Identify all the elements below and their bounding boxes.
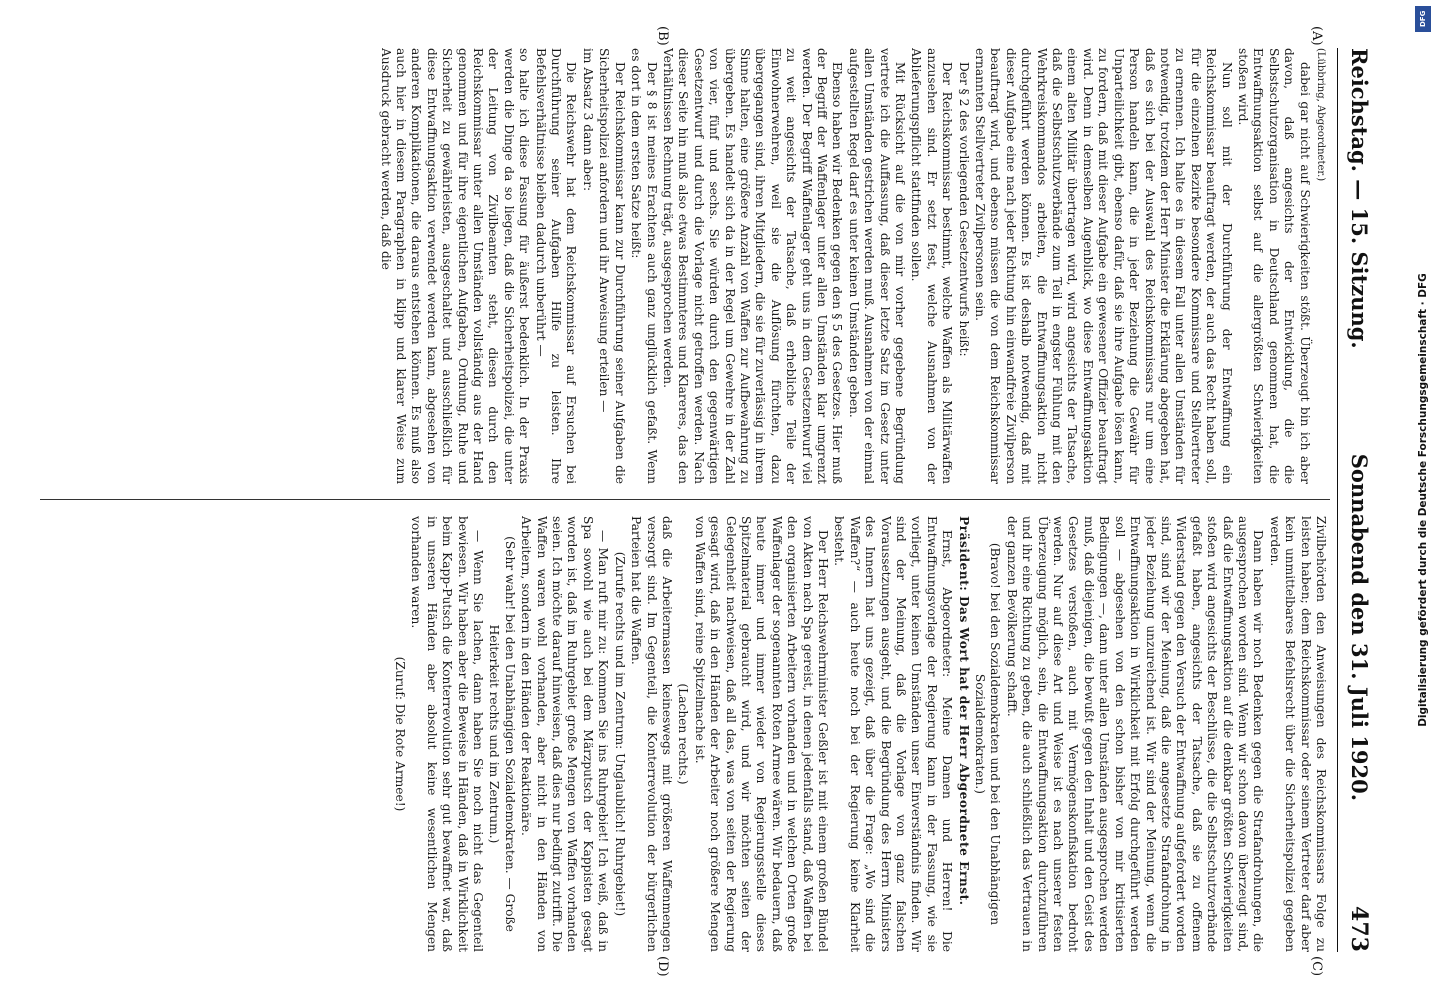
right-column [43,516,1328,952]
continuation-speaker: (Lübbring, Abgeordneter.) [1315,48,1326,182]
interjection: (Bravo! bei den Sozialdemokraten und bei den Unabhängigen Sozialdemokraten.) [973,542,1003,926]
digitization-credit [1412,0,1434,1000]
interjection: (Zurufe rechts und im Zentrum: Unglaublich! Ruhrgebiet!) [612,551,627,917]
paragraph: Mit Rücksicht auf die von mir vorher gegebene Begründung vertrete ich die Auffassung, daß dieser letzte Satz im Gesetz unter allen Umständen gestrichen werden muß. Ausnahmen von der einmal aufgestellten Regel darf es unter keinen Umständen geben. [846,48,908,484]
margin-marker-b: (B) [655,26,670,46]
paragraph: so halte ich diese Fassung für äußerst bedenklich. In der Praxis werden die Dinge da so liegen, daß die Sicherheitspolizei, die unter der Leitung von Zivilbeamten steht, diesen durch den Reichskommissar unter allen Umständen vollständig aus der Hand genommen und für ihre eigentlichen Aufgaben, Ordnung, Ruhe und Sicherheit zu gewährleisten, ausgeschaltet und ausschließlich für diese Entwaffnungsaktion verwendet werden kann, abgesehen von anderen Komplikationen, die daraus entstehen können. Es muß also auch hier in diesem Paragraphen in klipp und klarer Weise zum Ausdruck gebracht werden, daß die [378,48,532,484]
page-number: 473 [1346,906,1372,952]
left-column [43,48,1328,484]
margin-marker-c: (C) [1309,956,1324,977]
paragraph: Dann haben wir noch Bedenken gegen die Strafandrohungen, die ausgesprochen worden sind. Wenn wir schon davon überzeugt sind, daß die Entwaffnungsaktion auf die denkbar größten Schwierigkeiten stoßen wird angesichts der Beschlüsse, die die Selbstschutzverbände gefaßt haben, angesichts der Tatsache, daß sie zu offenem Widerstand gegen den Versuch der Entwaffnung aufgefordert worden sind, sind wir der Meinung, daß die angesetzte Strafandrohung in jeder Beziehung unzureichend ist. Wir sind der Meinung, wenn die Entwaffnungsaktion in Wirklichkeit mit Erfolg durchgeführt werden soll — abgesehen von den schon bisher von mir kritisierten Bedingungen —, dann unter allen Umständen ausgesprochen werden muß, daß diejenigen, die bewußt gegen den Inhalt und den Geist des Gesetzes verstoßen, auch mit Vermögenskonfiskation bedroht werden. Nur auf diese Art und Weise ist es nach unserer festen Überzeugung möglich, sein, die Entwaffnungsaktion durchzuführen und ihr eine Richtung zu geben, die auch schließlich das Vertrauen in der ganzen Bevölkerung schafft. [1004,516,1266,952]
paragraph: Der Herr Reichswehrminister Geßler ist mit einem großen Bündel von Akten nach Spa gereist, in denen jedenfalls stand, daß Waffen bei den organisierten Arbeitern vorhanden und in welchen Orten große Waffenlager der sogenannten Roten Armee wären. Wir bedauern, daß heute immer und immer wieder von Regierungsstelle dieses Spitzelmaterial gebraucht wird, und wir möchten seiten der Gelegenheit nachweisen, daß all das, was von seiten der Regierung gesagt wird, daß in den Händen der Arbeiter noch größere Mengen von Waffen sind, reine Spitzelmache ist. [692,516,830,952]
interjection: (Sehr wahr! bei den Unabhängigen Sozialdemokraten. — Große Heiterkeit rechts und im Zentrum.) [487,536,517,932]
paragraph: dabei gar nicht auf Schwierigkeiten stößt. Überzeugt bin ich aber davon, daß angesichts der Entwicklung, die die Selbstschutzorganisation in Deutschland genommen hat, die Entwaffnungsaktion selbst auf die allergrößten Schwierigkeiten stoßen wird. [1235,48,1312,484]
paragraph: Der § 8 ist meines Erachtens auch ganz unglücklich gefaßt. Wenn es dort in dem ersten Satze heißt: [629,48,659,484]
margin-marker-d: (D) [655,956,670,977]
paragraph: Ebenso haben wir Bedenken gegen den § 5 des Gesetzes. Hier muß der Begriff der Waffenlager unter allen Umständen klar umgrenzt werden. Der Begriff Waffenlager geht uns in dem Gesetzentwurf viel zu weit angesichts der Tatsache, daß erhebliche Teile der Einwohnerwehren, weil sie die Auflösung fürchten, dazu übergegangen sind, ihren Mitgliedern, die sie für zuverlässig in ihrem Sinne halten, eine größere Anzahl von Waffen zur Aufbewahrung zu übergeben. Es handelt sich da in der Regel um Gewehre in der Zahl von vier, fünf und sechs. Sie würden durch den gegenwärtigen Gesetzentwurf und durch die Vorlage nicht getroffen werden. Nach dieser Seite hin muß also etwas Bestimmteres und Klareres, das den Verhältnissen Rechnung trägt, ausgesprochen werden. [660,48,845,484]
interjection: (Zuruf: Die Rote Armee!) [393,656,408,812]
paragraph: daß die Arbeitermassen keineswegs mit größeren Waffenmengen versorgt sind. Im Gegenteil, die Konterrevolution der bürgerlichen Parteien hat die Waffen. [629,516,674,952]
margin-marker-a: (A) [1309,26,1324,46]
paragraph: Zivilbehörden den Anweisungen des Reichskommissars Folge zu leisten haben; dem Reichskommissar oder seinem Vertreter darf aber kein unmittelbares Befehlsrecht über die Sicherheitspolizei gegeben werden. [1267,516,1328,952]
paragraph: Ernst, Abgeordneter: Meine Damen und Herren! Die Entwaffnungsvorlage der Regierung kann in der Fassung, wie sie vorliegt, unter keinen Umständen unser Einverständnis finden. Wir sind der Meinung, daß die Vorlage von ganz falschen Voraussetzungen ausgeht, und die Begründung des Herrn Ministers des Innern hat uns gezeigt, daß über die Frage: „Wo sind die Waffen?“ — auch heute noch bei der Regierung keine Klarheit besteht. [832,516,955,952]
dfg-logo: DFG [1415,6,1431,32]
header-date: Sonnabend den 31. Juli 1920. [1347,453,1372,802]
paragraph: — Man ruft mir zu: Kommen Sie ins Ruhrgebiet! Ich weiß, daß in Spa sowohl wie auch bei dem Märzputsch der Kappisten gesagt worden ist, daß im Ruhrgebiet große Mengen von Waffen vorhanden seien. Ich möchte darauf hinweisen, daß dies nur bedingt zutrifft. Die Waffen waren wohl vorhanden, aber nicht in den Händen von Arbeitern, sondern in den Händen der Reaktionäre. [519,516,611,952]
column-divider [40,499,1330,500]
header-left: Reichstag. — 15. Sitzung. [1347,48,1372,349]
rotated-sheet [20,20,1390,980]
quote: Die Reichswehr hat dem Reichskommissar auf Ersuchen bei Durchführung seiner Aufgaben Hilfe zu leisten. Ihre Befehlsverhältnisse bleiben dadurch unberührt — [533,48,579,484]
paragraph: Der § 2 des vorliegenden Gesetzentwurfs heißt: [956,62,971,357]
quote: Der Reichskommissar kann zur Durchführung seiner Aufgaben die Sicherheitspolizei anfordern und ihr Anweisung erteilen — [597,48,627,484]
interjection: (Lachen rechts.) [676,683,691,785]
paragraph: Nun soll mit der Durchführung der Entwaffnung ein Reichskommissar beauftragt werden, der auch das Recht haben soll, für die einzelnen Bezirke besondere Kommissare und Stellvertreter zu ernennen. Ich halte es in diesem Fall unter allen Umständen für notwendig, trotzdem der Herr Minister die Erklärung abgegeben hat, daß es sich bei der Auswahl des Reichskommissars nur um eine Person handeln kann, die in jeder Beziehung die Gewähr für Unparteilichkeit gibt, ebenso dafür, daß sie ihre Aufgabe lösen kann, zu fordern, daß mit dieser Aufgabe ein gewesener Offizier beauftragt wird. Denn in demselben Augenblick, wo diese Entwaffnungsaktion einem alten Militär übertragen wird, wird angesichts der Tatsache, daß die Selbstschutzverbände zum Teil in engster Fühlung mit den Wehrkreiskommandos arbeiten, die Entwaffnungsaktion nicht durchgeführt werden können. Es ist deshalb notwendig, daß mit dieser Aufgabe eine nach jeder Richtung hin einwandfreie Zivilperson beauftragt wird, und ebenso müssen die von dem Reichskommissar ernannten Stellvertreter Zivilpersonen sein. [973,48,1234,484]
paragraph: — Wenn Sie lachen, dann haben Sie noch nicht das Gegenteil bewiesen. Wir haben aber die Beweise in Händen, daß in Wirklichkeit beim Kapp-Putsch die Konterrevolution sehr gut bewaffnet war, daß in unseren Händen aber absolut keine wesentlichen Mengen vorhanden waren. [409,516,486,952]
quote: Der Reichskommissar bestimmt, welche Waffen als Militärwaffen anzusehen sind. Er setzt fest, welche Ausnahmen von der Ablieferungspflicht stattfinden sollen. [909,48,955,484]
running-header [1337,48,1372,952]
president-line: Präsident: Das Wort hat der Herr Abgeordnete Ernst. [956,516,971,906]
credit-text: Digitalisierung gefördert durch die Deutsche Forschungsgemeinschaft · DFG [1417,273,1429,727]
paragraph: im Absatz 3 dann aber: [580,48,595,192]
